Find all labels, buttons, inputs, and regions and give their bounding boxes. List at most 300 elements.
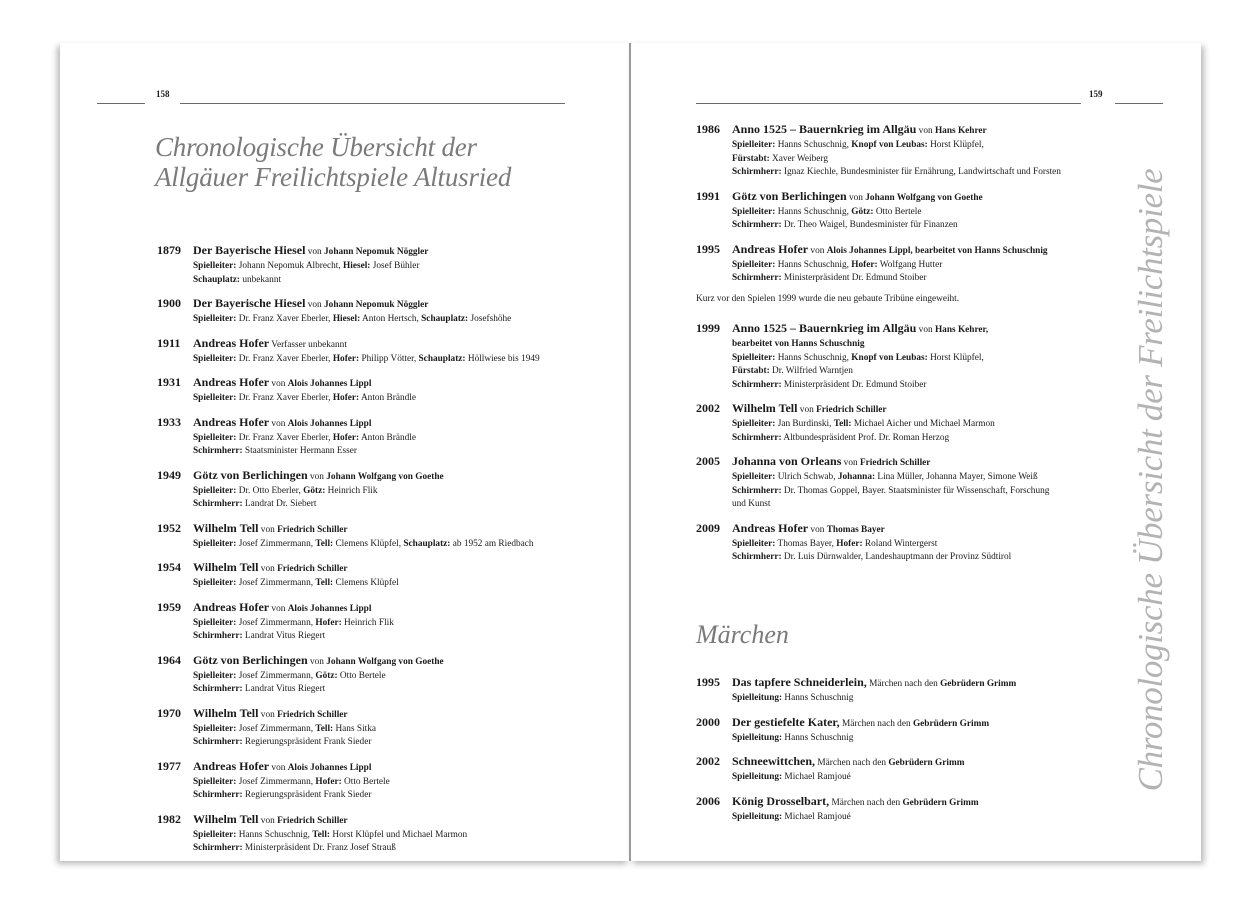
entry-author: Thomas Bayer [826,524,885,535]
chronology-entry [696,241,1061,286]
entry-year: 1911 [157,335,181,350]
entry-credit-line [732,811,1016,825]
credit-value: Horst Klüpfel, [927,140,984,150]
chronology-entry [696,453,1049,512]
entry-separator: von [307,656,327,667]
entry-play-title: Andreas Hofer [193,599,270,614]
credit-role-label: Knopf von Leubas: [851,140,928,150]
credit-role-label: Schirmherr: [732,552,782,562]
credit-value: Ministerpräsident Dr. Edmund Stoiber [781,379,927,390]
entry-separator: von [269,603,288,614]
entry-credit-line [732,153,1061,167]
entry-separator: von [258,815,278,826]
entry-separator: Märchen nach den [839,718,913,729]
entry-heading [193,599,540,617]
chronology-entry [157,242,540,287]
credit-value: Dr. Luis Dürnwalder, Landeshauptmann der Provinz Südtirol [781,552,1012,562]
chronology-entry [696,121,1061,180]
credit-value: Ulrich Schwab, [775,472,838,482]
credit-value: Altbundespräsident Prof. Dr. Roman Herzog [781,432,950,443]
credit-value: Regierungspräsident Frank Sieder [242,737,372,747]
credit-value: Horst Klüpfel und Michael Marmon [330,829,468,840]
entry-year: 1977 [157,758,181,773]
credit-role-label: Hofer: [836,538,863,549]
entry-separator: von [916,325,935,335]
entry-year: 1999 [696,321,720,335]
credit-role-label: Spielleiter: [732,140,776,150]
credit-value: Xaver Weiberg [769,153,828,164]
header-rule-right-long [696,103,1081,104]
entry-author: Hans Kehrer, [934,325,989,335]
entry-credit-line [732,139,1061,153]
page-number-right: 159 [1089,89,1103,99]
entry-credit-line [732,365,1049,379]
credit-role-label: Spielleiter: [193,829,237,840]
credit-value: Anton Brändle [359,393,416,403]
credit-role-label: Tell: [312,829,331,840]
entry-year: 1995 [696,675,720,689]
entry-heading [193,559,540,577]
credit-value: Dr. Franz Xaver Eberler, [236,393,333,403]
entry-separator: von [269,379,288,389]
chronology-entry [696,188,1061,233]
entry-credit-line [193,683,540,697]
entry-separator: von [258,709,278,720]
header-rule-left-long [180,103,565,104]
page-number-left: 158 [156,89,170,99]
credit-value: ab 1952 am Riedbach [450,538,534,549]
entry-credit-line [193,485,540,499]
entry-play-title: Anno 1525 – Bauernkrieg im Allgäu [732,321,917,335]
credit-role-label: Tell: [315,538,334,549]
entry-credit-line [732,352,1049,366]
chronology-list-left [157,242,540,864]
entry-heading [732,241,1061,259]
entry-year: 1954 [157,560,181,574]
entry-year: 1900 [157,296,181,310]
credit-value: Wolfgang Hutter [877,259,943,270]
credit-role-label: Johanna: [837,472,876,482]
entry-play-title: Das tapfere Schneiderlein, [732,675,867,689]
entry-credit-line [732,551,1049,565]
entry-separator: von [307,471,327,482]
credit-value: Josef Zimmermann, [236,578,316,588]
credit-role-label: Tell: [833,419,852,429]
entry-year: 1986 [696,122,720,136]
credit-role-label: Schauplatz: [418,353,466,364]
entry-separator: Märchen nach den [866,679,941,689]
entry-credit-line [193,829,540,843]
credit-value: Anton Hertsch, [360,314,422,324]
entry-author: Friedrich Schiller [277,709,348,720]
credit-role-label: Schirmherr: [732,379,782,390]
entry-heading [732,188,1061,206]
credit-value: Josef Zimmermann, [236,538,316,549]
entry-credit-line [193,538,540,552]
credit-role-label: Schauplatz: [403,538,451,549]
entry-author: Friedrich Schiller [277,815,348,826]
credit-role-label: Hofer: [332,432,360,443]
entry-credit-line [732,692,1016,706]
credit-role-label: Schauplatz: [193,274,241,285]
entry-credit-line [732,538,1049,552]
entry-play-title: Götz von Berlichingen [193,467,308,482]
entry-heading [193,652,540,670]
entry-heading [193,758,540,776]
entry-credit-line [732,498,1049,512]
credit-role-label: Schirmherr: [193,499,243,509]
entry-year: 1952 [157,520,181,535]
credit-value: Dr. Franz Xaver Eberler, [236,432,333,443]
entry-heading [193,374,540,392]
entry-credit-line [193,617,540,631]
credit-role-label: Schirmherr: [193,737,243,747]
entry-credit-line [732,379,1049,393]
credit-value: und Kunst [732,499,771,509]
entry-credit-line [732,432,1049,446]
entry-author: Alois Johannes Lippl [287,379,372,389]
entry-separator: von [808,524,827,535]
entry-author: Alois Johannes Lippl [287,418,372,429]
entry-heading [193,414,540,432]
credit-value: Josef Zimmermann, [236,776,316,787]
entry-separator: von [916,126,935,136]
vertical-side-title: Chronologische Übersicht der Freilichtspiele [1131,168,1170,792]
entry-year: 1931 [157,375,181,389]
credit-value: Hanns Schuschnig [782,732,854,743]
entry-heading [732,121,1061,139]
tribune-note: Kurz vor den Spielen 1999 wurde die neu gebaute Tribüne eingeweiht. [696,294,960,304]
entry-play-title: Johanna von Orleans [732,454,842,468]
chronology-entry [157,599,540,644]
entry-separator: von [797,405,817,415]
entry-heading [732,793,1016,811]
credit-role-label: Spielleitung: [732,811,783,822]
credit-role-label: Spielleiter: [732,259,776,270]
entry-play-title: Anno 1525 – Bauernkrieg im Allgäu [732,122,917,136]
entry-heading [193,335,540,353]
credit-role-label: Götz: [315,670,338,681]
credit-value: Josef Zimmermann, [236,670,316,681]
credit-value: Josef Bühler [370,261,420,271]
entry-credit-line [193,498,540,512]
entry-separator: von [269,418,288,429]
credit-value: Staatsminister Hermann Esser [242,446,357,456]
credit-role-label: Spielleiter: [193,670,237,681]
entry-credit-line [732,206,1061,220]
entry-separator: Verfasser unbekannt [269,339,347,350]
entry-credit-line [193,260,540,274]
credit-role-label: Götz: [851,206,874,217]
entry-play-title: Andreas Hofer [193,335,270,350]
entry-credit-line [732,771,1016,785]
credit-role-label: Schauplatz: [421,314,469,324]
entry-separator: von [846,192,866,203]
chronology-entry [157,811,540,856]
credit-value: Dr. Wilfried Warntjen [769,366,853,376]
credit-role-label: Fürstabt: [732,153,770,164]
credit-role-label: Tell: [315,723,334,734]
credit-value: Dr. Franz Xaver Eberler, [236,353,333,364]
credit-role-label: Spielleiter: [193,485,237,496]
credit-role-label: Spielleitung: [732,732,783,743]
credit-role-label: Spielleiter: [193,261,237,271]
entry-play-title: Wilhelm Tell [732,401,798,415]
entry-credit-line [732,272,1061,286]
chronology-entry [157,374,540,406]
entry-credit-line [732,471,1049,485]
entry-credit-line [193,723,540,737]
credit-role-label: Spielleiter: [732,472,776,482]
credit-value: Michael Ramjoué [782,772,851,782]
credit-role-label: Schirmherr: [732,167,782,177]
entry-author: Johann Wolfgang von Goethe [865,192,983,203]
credit-role-label: bearbeitet von Hanns Schuschnig [732,339,865,349]
credit-value: Hanns Schuschnig, [775,140,852,150]
entry-separator: von [841,458,860,468]
entry-author: Friedrich Schiller [277,524,348,535]
credit-value: Otto Bertele [337,670,386,681]
entry-year: 1949 [157,467,181,482]
entry-credit-line [193,432,540,446]
entry-credit-line [193,789,540,803]
entry-heading [193,295,540,313]
credit-value: Hanns Schuschnig, [775,259,852,270]
credit-value: Höllwiese bis 1949 [465,353,540,364]
credit-role-label: Schirmherr: [732,485,782,496]
entry-heading [732,674,1016,692]
entry-year: 1933 [157,414,181,429]
entry-separator: von [808,245,827,256]
credit-value: Ministerpräsident Dr. Franz Josef Strauß [242,843,396,853]
entry-credit-line [193,445,540,459]
entry-play-title: Götz von Berlichingen [193,652,308,667]
entry-separator: von [258,524,278,535]
entry-credit-line [732,418,1049,432]
entry-credit-line [193,736,540,750]
entry-heading [732,400,1049,418]
maerchen-heading: Märchen [696,620,789,649]
credit-role-label: Fürstabt: [732,366,770,376]
book-gutter [629,43,631,861]
credit-role-label: Hofer: [315,776,342,787]
entry-year: 1879 [157,243,181,257]
entry-credit-line [732,219,1061,233]
entry-play-title: Wilhelm Tell [193,811,259,826]
credit-role-label: Spielleitung: [732,772,783,782]
credit-role-label: Spielleiter: [193,723,237,734]
entry-heading [193,520,540,538]
credit-value: Regierungspräsident Frank Sieder [242,790,372,800]
credit-value: Clemens Klüpfel, [333,538,404,549]
entry-play-title: Andreas Hofer [193,758,270,773]
credit-role-label: Hofer: [332,393,360,403]
credit-value: Horst Klüpfel, [927,352,984,363]
credit-role-label: Spielleiter: [193,538,237,549]
credit-value: Landrat Vitus Riegert [242,684,326,694]
entry-heading [193,242,540,260]
credit-value: Thomas Bayer, [775,538,837,549]
credit-value: Hans Sitka [333,723,377,734]
header-rule-right-short [1115,103,1163,104]
maerchen-list [696,674,1016,832]
entry-play-title: Andreas Hofer [732,520,809,535]
credit-value: Dr. Theo Waigel, Bundesminister für Finanzen [781,220,958,230]
credit-role-label: Spielleiter: [193,617,237,628]
entry-play-title: Götz von Berlichingen [732,188,847,203]
entry-credit-line [193,577,540,591]
credit-value: Michael Ramjoué [782,811,851,822]
chronology-entry [157,414,540,459]
page-title-line2: Allgäuer Freilichtspiele Altusried [155,162,512,192]
credit-value: Hanns Schuschnig, [236,829,313,840]
entry-play-title: Wilhelm Tell [193,520,259,535]
chronology-entry [696,320,1049,392]
credit-role-label: Hiesel: [343,261,371,271]
credit-value: Philipp Vötter, [359,353,419,364]
credit-role-label: Spielleiter: [732,538,776,549]
entry-year: 1970 [157,705,181,720]
entry-year: 1995 [696,241,720,256]
credit-role-label: Götz: [303,485,326,496]
entry-year: 1991 [696,188,720,203]
chronology-entry [157,758,540,803]
entry-play-title: Der Bayerische Hiesel [193,296,306,310]
entry-year: 2000 [696,714,720,729]
entry-author: Gebrüdern Grimm [940,679,1017,689]
entry-author: Johann Nepomuk Nöggler [324,247,429,257]
entry-separator: von [305,247,325,257]
credit-role-label: Hofer: [332,353,360,364]
credit-value: Michael Aicher und Michael Marmon [851,419,995,429]
entry-play-title: König Drosselbart, [732,793,830,808]
credit-role-label: Schirmherr: [193,631,243,641]
entry-author: Friedrich Schiller [816,405,887,415]
entry-credit-line [732,732,1016,746]
credit-role-label: Hiesel: [332,314,361,324]
chronology-list-right-top [696,121,1061,294]
credit-role-label: Spielleiter: [193,314,237,324]
entry-heading [732,520,1049,538]
entry-play-title: Der Bayerische Hiesel [193,243,306,257]
entry-year: 2002 [696,754,720,768]
credit-value: Heinrich Flik [341,617,394,628]
entry-author: Hans Kehrer [934,126,987,136]
credit-value: Josef Zimmermann, [236,617,316,628]
credit-value: Lina Müller, Johanna Mayer, Simone Weiß [875,472,1038,482]
credit-role-label: Schirmherr: [193,446,243,456]
entry-credit-line [732,166,1061,180]
entry-play-title: Wilhelm Tell [193,560,259,574]
entry-year: 1959 [157,599,181,614]
entry-heading [193,811,540,829]
page-title [155,132,511,192]
chronology-entry [157,559,540,591]
entry-year: 2006 [696,793,720,808]
credit-role-label: Schirmherr: [193,843,243,853]
entry-credit-line [732,485,1049,499]
entry-separator: Märchen nach den [815,758,889,768]
entry-heading [732,753,1016,771]
credit-value: Ignaz Kiechle, Bundesminister für Ernährung, Landwirtschaft und Forsten [781,167,1061,177]
entry-year: 2002 [696,401,720,415]
entry-credit-line [732,259,1061,273]
credit-value: Josef Zimmermann, [236,723,316,734]
credit-role-label: Spielleiter: [193,776,237,787]
credit-value: Landrat Vitus Riegert [242,631,326,641]
entry-credit-line [193,353,540,367]
credit-value: Hanns Schuschnig, [775,206,852,217]
credit-role-label: Schirmherr: [732,273,782,283]
entry-separator: von [258,564,278,574]
chronology-entry [157,652,540,697]
credit-value: Heinrich Flik [325,485,378,496]
entry-credit-line [193,776,540,790]
entry-heading [732,320,1049,338]
entry-author: Gebrüdern Grimm [888,758,965,768]
entry-play-title: Andreas Hofer [193,375,270,389]
credit-role-label: Hofer: [851,259,878,270]
credit-value: Dr. Otto Eberler, [236,485,304,496]
credit-role-label: Spielleiter: [193,353,237,364]
credit-value: Hanns Schuschnig [782,693,854,703]
credit-role-label: Hofer: [315,617,342,628]
entry-heading [732,453,1049,471]
entry-author: Alois Johannes Lippl [287,762,372,773]
chronology-entry [157,295,540,327]
credit-value: Anton Brändle [359,432,416,443]
entry-separator: von [269,762,288,773]
entry-heading [193,705,540,723]
chronology-entry [696,753,1016,785]
credit-value: Otto Bertele [341,776,390,787]
credit-role-label: Spielleiter: [193,393,237,403]
entry-author: Friedrich Schiller [277,564,348,574]
entry-play-title: Andreas Hofer [732,241,809,256]
credit-role-label: Schirmherr: [193,684,243,694]
chronology-entry [696,520,1049,565]
entry-year: 1982 [157,811,181,826]
entry-author: Johann Nepomuk Nöggler [324,300,429,310]
entry-author: Johann Wolfgang von Goethe [326,471,444,482]
credit-role-label: Spielleiter: [193,578,237,588]
credit-role-label: Spielleiter: [732,352,776,363]
page-title-line1: Chronologische Übersicht der [155,132,477,162]
entry-play-title: Der gestiefelte Kater, [732,714,840,729]
chronology-entry [157,705,540,750]
entry-author: Friedrich Schiller [859,458,931,468]
credit-role-label: Spielleitung: [732,693,783,703]
entry-play-title: Andreas Hofer [193,414,270,429]
chronology-entry [696,714,1016,746]
credit-value: Ministerpräsident Dr. Edmund Stoiber [781,273,927,283]
chronology-entry [157,467,540,512]
entry-credit-line [193,670,540,684]
entry-author: Alois Johannes Lippl [287,603,372,614]
entry-heading [193,467,540,485]
credit-value: Clemens Klüpfel [333,578,399,588]
entry-play-title: Wilhelm Tell [193,705,259,720]
credit-value: Johann Nepomuk Albrecht, [236,261,344,271]
credit-value: unbekannt [240,274,282,285]
credit-value: Dr. Franz Xaver Eberler, [236,314,333,324]
chronology-entry [157,520,540,552]
credit-role-label: Schirmherr: [732,220,782,230]
chronology-entry [696,793,1016,825]
credit-role-label: Knopf von Leubas: [851,352,928,363]
entry-heading [732,714,1016,732]
credit-value: Jan Burdinski, [775,419,834,429]
